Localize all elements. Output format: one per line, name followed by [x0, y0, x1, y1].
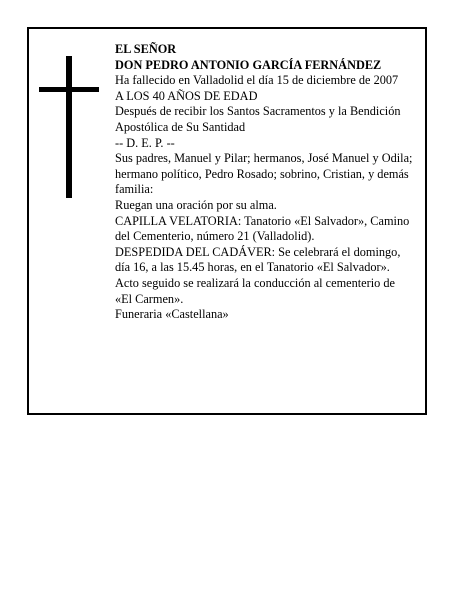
notice-text — [115, 42, 415, 323]
funeral-home: Funeraria «Castellana» — [115, 307, 229, 322]
chapel-info: CAPILLA VELATORIA: Tanatorio «El Salvador», Camino del Cementerio, número 21 (Valladolid). — [115, 213, 410, 244]
cross-horizontal-bar — [39, 87, 99, 92]
notice-title: EL SEÑOR — [115, 42, 177, 56]
prayer-request: Ruegan una oración por su alma. — [115, 197, 277, 212]
family-list: Sus padres, Manuel y Pilar; hermanos, José Manuel y Odila; hermano político, Pedro Rosado; sobrino, Cristian, y demás familia: — [115, 151, 413, 197]
cross-icon — [39, 56, 99, 198]
deceased-name: DON PEDRO ANTONIO GARCÍA FERNÁNDEZ — [115, 57, 382, 72]
age-at-death: A LOS 40 AÑOS DE EDAD — [115, 88, 258, 103]
obituary-notice — [27, 27, 427, 415]
rest-in-peace: -- D. E. P. -- — [115, 135, 175, 150]
sacraments-note: Después de recibir los Santos Sacramentos y la Bendición Apostólica de Su Santidad — [115, 104, 401, 134]
cross-vertical-bar — [66, 56, 72, 198]
farewell-info: DESPEDIDA DEL CADÁVER: Se celebrará el domingo, día 16, a las 15.45 horas, en el Tanatorio «El Salvador». Acto seguido se realizará la conducción al cementerio de «El Carmen». — [115, 244, 401, 306]
death-notice: Ha fallecido en Valladolid el día 15 de diciembre de 2007 — [115, 73, 399, 88]
